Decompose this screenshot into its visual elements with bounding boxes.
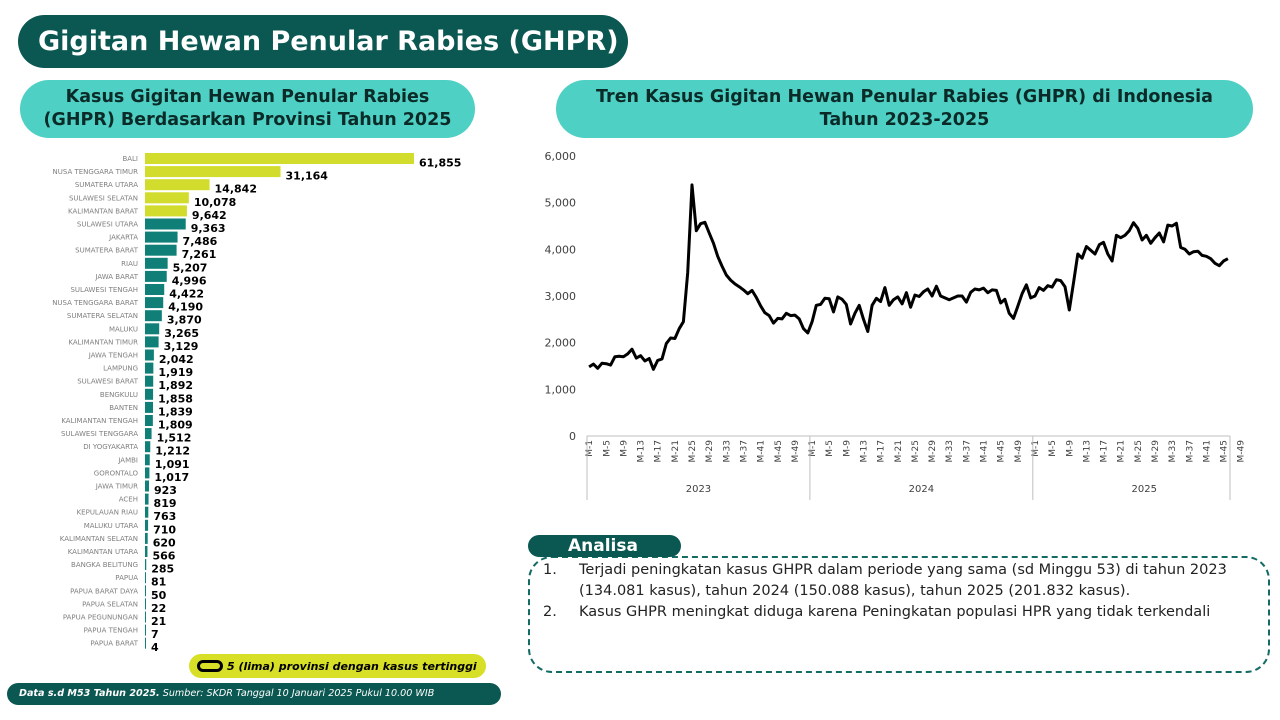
bar-value-label: 4,422 — [169, 287, 205, 301]
bar-value-label: 21 — [151, 615, 167, 628]
bar-value-label: 1,512 — [156, 431, 192, 445]
bar-value-label: 4,996 — [171, 274, 207, 288]
bar-category-label: JAMBI — [118, 456, 138, 465]
bar-value-label: 285 — [151, 562, 175, 576]
x-tick-label: M-29 — [928, 440, 939, 463]
trend-line-chart — [530, 140, 1270, 510]
bar — [145, 232, 178, 243]
x-tick-label: M-49 — [1013, 440, 1024, 463]
bar-category-label: PAPUA PEGUNUNGAN — [62, 613, 138, 622]
x-tick-label: M-33 — [1168, 440, 1179, 463]
x-tick-label: M-5 — [825, 440, 836, 457]
line-chart-title — [556, 80, 1253, 138]
bar — [145, 336, 159, 347]
bar — [145, 179, 210, 190]
bar-chart-title-line2: (GHPR) Berdasarkan Provinsi Tahun 2025 — [43, 110, 452, 130]
bar-value-label: 3,265 — [164, 326, 199, 340]
bar-category-label: NUSA TENGGARA BARAT — [52, 299, 138, 308]
bar — [145, 323, 159, 334]
year-label: 2023 — [685, 484, 712, 495]
bar-value-label: 14,842 — [214, 182, 257, 196]
bar — [145, 428, 152, 439]
bar-category-label: SULAWESI BARAT — [77, 377, 138, 386]
bar-chart-title-line1: Kasus Gigitan Hewan Penular Rabies — [65, 87, 430, 107]
x-tick-label: M-37 — [962, 440, 973, 463]
bar-category-label: BANGKA BELITUNG — [71, 561, 138, 570]
x-tick-label: M-21 — [893, 440, 904, 463]
bar — [145, 219, 186, 230]
bar-value-label: 7,261 — [181, 248, 217, 262]
bar-category-label: SULAWESI UTARA — [76, 220, 138, 229]
x-tick-label: M-5 — [1048, 440, 1059, 457]
x-tick-label: M-49 — [1236, 440, 1247, 463]
bar — [145, 546, 147, 557]
bar — [145, 415, 153, 426]
bar — [145, 245, 177, 256]
bar — [145, 559, 146, 570]
x-tick-label: M-41 — [979, 440, 990, 463]
bar-category-label: SUMATERA BARAT — [75, 246, 138, 255]
analysis-list — [543, 560, 1233, 623]
bar-category-label: GORONTALO — [93, 469, 138, 478]
x-tick-label: M-17 — [1099, 440, 1110, 463]
source-footer — [7, 683, 501, 705]
bar — [145, 376, 153, 387]
bar — [145, 166, 281, 177]
y-tick-label: 6,000 — [544, 150, 576, 163]
bar — [145, 363, 153, 374]
bar-category-label: PAPUA BARAT DAYA — [70, 587, 138, 596]
bar — [145, 454, 150, 465]
x-tick-label: M-5 — [602, 440, 613, 457]
bar-value-label: 4,190 — [168, 300, 204, 314]
bar-value-label: 1,809 — [157, 418, 193, 432]
bar-value-label: 3,870 — [166, 313, 202, 327]
y-tick-label: 1,000 — [544, 383, 576, 397]
x-tick-label: M-1 — [1030, 440, 1041, 457]
x-tick-label: M-25 — [910, 440, 921, 463]
x-tick-label: M-21 — [670, 440, 681, 463]
bar-value-label: 22 — [151, 601, 167, 615]
x-tick-label: M-1 — [808, 440, 819, 457]
page-title: Gigitan Hewan Penular Rabies (GHPR) — [18, 15, 628, 68]
y-tick-label: 2,000 — [544, 336, 576, 350]
bar — [145, 271, 167, 282]
bar — [145, 612, 146, 623]
x-tick-label: M-9 — [1065, 440, 1076, 457]
analysis-item-number: 2. — [543, 604, 557, 620]
x-tick-label: M-13 — [859, 440, 870, 463]
x-tick-label: M-37 — [739, 440, 750, 463]
bar-category-label: JAWA TIMUR — [95, 482, 138, 491]
bar-category-label: KALIMANTAN TENGAH — [61, 417, 138, 425]
x-tick-label: M-9 — [842, 440, 853, 457]
bar — [145, 585, 146, 596]
x-tick-label: M-13 — [636, 440, 647, 463]
bar — [145, 494, 149, 505]
y-tick-label: 4,000 — [544, 243, 576, 257]
bar-value-label: 81 — [151, 575, 167, 589]
bar-category-label: PAPUA TENGAH — [83, 626, 138, 635]
bar — [145, 310, 162, 321]
x-tick-label: M-33 — [945, 440, 956, 463]
x-tick-label: M-33 — [722, 440, 733, 463]
bar — [145, 533, 148, 544]
bar-category-label: NUSA TENGGARA TIMUR — [52, 168, 138, 177]
y-tick-label: 3,000 — [544, 290, 576, 303]
bar-value-label: 819 — [153, 497, 177, 511]
analysis-item — [543, 560, 1233, 602]
bar-value-label: 4 — [151, 641, 159, 655]
bar-category-label: KALIMANTAN UTARA — [67, 548, 138, 556]
bar — [145, 625, 146, 636]
legend-outline-icon — [197, 660, 223, 672]
bar — [145, 638, 146, 649]
bar-category-label: BALI — [122, 155, 138, 163]
line-chart-title-line1: Tren Kasus Gigitan Hewan Penular Rabies (GHPR) di Indonesia — [596, 87, 1213, 107]
bar-category-label: KEPULAUAN RIAU — [76, 508, 138, 517]
bar-value-label: 1,892 — [158, 379, 194, 393]
bar-category-label: MALUKU UTARA — [83, 521, 138, 530]
x-tick-label: M-41 — [1202, 440, 1213, 463]
bar-value-label: 5,207 — [172, 261, 208, 275]
bar — [145, 350, 154, 361]
bar-value-label: 1,858 — [158, 392, 193, 406]
bar — [145, 205, 187, 216]
bar-category-label: DI YOGYAKARTA — [83, 443, 138, 452]
bar-value-label: 923 — [154, 484, 177, 497]
bar-value-label: 566 — [152, 549, 176, 563]
bar-category-label: SULAWESI SELATAN — [68, 194, 138, 203]
bar-value-label: 710 — [153, 523, 177, 537]
legend — [189, 654, 486, 678]
bar-value-label: 7,486 — [182, 235, 218, 249]
bar-value-label: 620 — [152, 536, 176, 550]
x-tick-label: M-17 — [876, 440, 887, 463]
bar-value-label: 1,017 — [154, 470, 190, 484]
bar — [145, 507, 148, 518]
x-tick-label: M-25 — [1133, 440, 1144, 463]
bar-value-label: 763 — [153, 510, 177, 524]
bar-category-label: SULAWESI TENGAH — [70, 286, 138, 294]
bar-category-label: SULAWESI TENGGARA — [60, 430, 138, 439]
bar — [145, 284, 164, 295]
bar-category-label: PAPUA BARAT — [90, 639, 138, 648]
bar-category-label: KALIMANTAN TIMUR — [68, 338, 138, 347]
line-chart-title-line2: Tahun 2023-2025 — [819, 110, 990, 130]
bar-chart-title — [20, 80, 475, 138]
x-tick-label: M-37 — [1185, 440, 1196, 463]
bar — [145, 598, 146, 609]
bar-value-label: 10,078 — [193, 195, 237, 209]
bar-value-label: 2,042 — [158, 353, 194, 366]
x-tick-label: M-1 — [585, 440, 596, 457]
bar-category-label: SUMATERA SELATAN — [66, 312, 138, 321]
bar-value-label: 1,919 — [158, 366, 194, 380]
x-tick-label: M-9 — [619, 440, 630, 457]
bar-value-label: 50 — [151, 588, 167, 602]
series-line — [589, 185, 1228, 369]
bar-value-label: 31,164 — [285, 169, 328, 183]
bar-category-label: PAPUA SELATAN — [82, 600, 138, 609]
x-tick-label: M-45 — [1219, 440, 1230, 463]
bar-category-label: LAMPUNG — [103, 364, 138, 373]
x-tick-label: M-13 — [1082, 440, 1093, 463]
bar-value-label: 9,363 — [190, 222, 226, 235]
x-tick-label: M-21 — [1116, 440, 1127, 463]
bar-category-label: SUMATERA UTARA — [74, 181, 138, 190]
bar — [145, 441, 150, 452]
bar-category-label: JAWA BARAT — [95, 272, 138, 281]
bar-value-label: 1,839 — [157, 405, 193, 419]
y-tick-label: 0 — [569, 430, 576, 443]
y-tick-label: 5,000 — [544, 196, 576, 210]
analysis-item-number: 1. — [543, 562, 557, 578]
x-tick-label: M-49 — [790, 440, 801, 463]
x-tick-label: M-41 — [756, 440, 767, 463]
bar — [145, 258, 168, 269]
year-label: 2024 — [908, 484, 935, 495]
province-bar-chart — [0, 148, 500, 660]
bar-category-label: RIAU — [121, 259, 138, 268]
bar — [145, 481, 149, 492]
x-tick-label: M-45 — [996, 440, 1007, 463]
analysis-item — [543, 602, 1233, 623]
bar — [145, 572, 146, 583]
bar-value-label: 3,129 — [163, 339, 199, 353]
analysis-item-text: Kasus GHPR meningkat diduga karena Peningkatan populasi HPR yang tidak terkendali — [579, 604, 1211, 620]
bar — [145, 192, 189, 203]
bar-category-label: BENGKULU — [99, 390, 138, 399]
year-label: 2025 — [1131, 484, 1157, 495]
x-tick-label: M-29 — [705, 440, 716, 463]
bar-category-label: PAPUA — [115, 574, 138, 583]
footer-data-note: Data s.d M53 Tahun 2025. — [19, 688, 160, 699]
bar — [145, 389, 153, 400]
x-tick-label: M-25 — [688, 440, 699, 463]
bar — [145, 467, 149, 478]
bar — [145, 520, 148, 531]
bar-category-label: JAKARTA — [109, 233, 138, 242]
bar-value-label: 9,642 — [191, 208, 227, 222]
analysis-item-text: Terjadi peningkatan kasus GHPR dalam periode yang sama (sd Minggu 53) di tahun 2023 (134.081 kasus), tahun 2024 (150.088 kasus), tahun 2025 (201.832 kasus). — [579, 562, 1227, 599]
bar-category-label: JAWA TENGAH — [88, 351, 138, 360]
bar-category-label: MALUKU — [108, 325, 138, 334]
bar — [145, 297, 163, 308]
analysis-label: Analisa — [528, 535, 681, 557]
x-tick-label: M-45 — [773, 440, 784, 463]
legend-label: 5 (lima) provinsi dengan kasus tertinggi — [227, 659, 477, 673]
bar — [145, 402, 153, 413]
bar-value-label: 1,212 — [155, 444, 191, 458]
bar-category-label: KALIMANTAN SELATAN — [59, 534, 138, 543]
x-tick-label: M-17 — [653, 440, 664, 463]
bar-category-label: KALIMANTAN BARAT — [68, 207, 138, 216]
bar-value-label: 7 — [151, 628, 159, 642]
x-tick-label: M-29 — [1150, 440, 1161, 463]
bar-category-label: BANTEN — [109, 403, 138, 412]
bar-category-label: ACEH — [118, 495, 138, 504]
footer-source: Sumber: SKDR Tanggal 10 Januari 2025 Pukul 10.00 WIB — [159, 688, 435, 699]
bar-value-label: 61,855 — [419, 156, 462, 170]
bar — [145, 153, 414, 164]
bar-value-label: 1,091 — [154, 457, 190, 471]
